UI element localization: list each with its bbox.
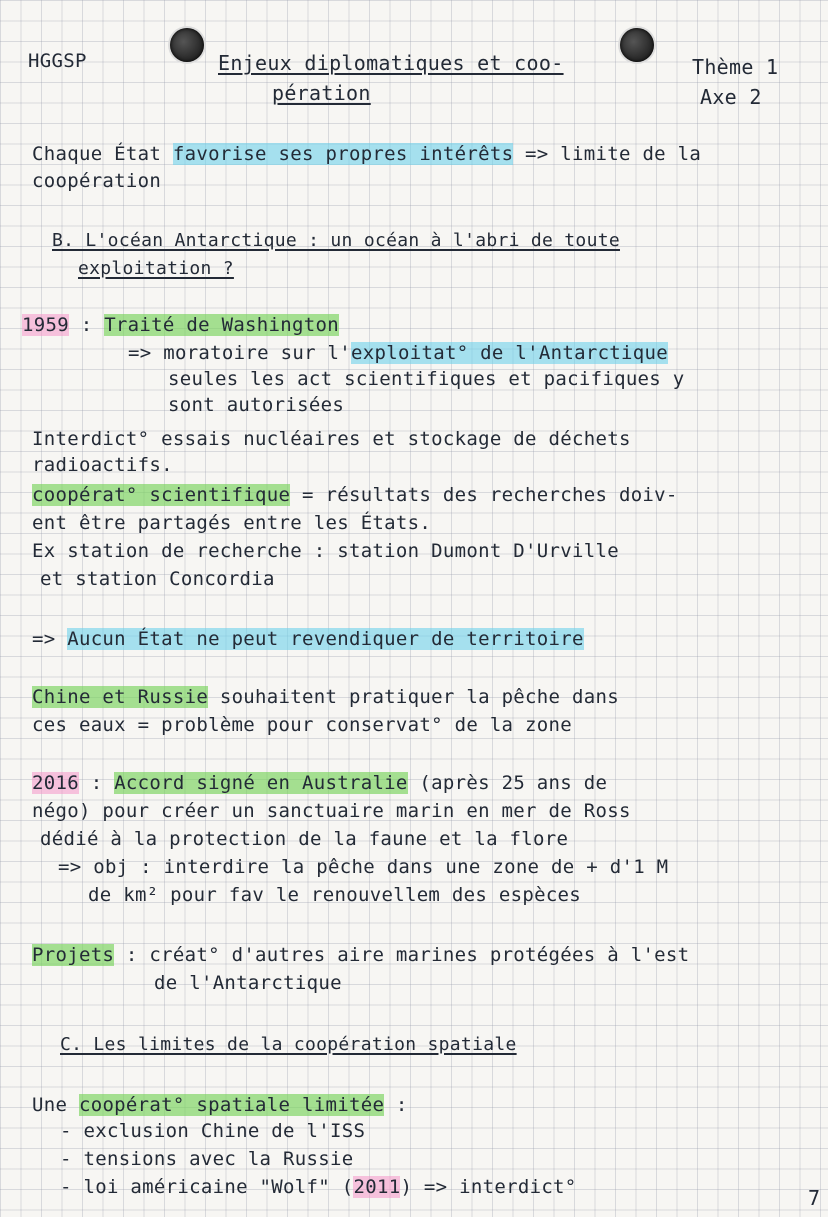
binder-hole-left [170,28,204,62]
fishing-line2: ces eaux = problème pour conservat° de la zone [32,714,572,736]
claim-arrow: => [32,628,68,650]
space-line1 [32,1094,408,1116]
space-l1b: : [384,1094,408,1116]
fishing-rest: souhaitent pratiquer la pêche dans [208,686,619,708]
fishing-line1 [32,686,619,708]
treaty-line8: ent être partagés entre les États. [32,512,432,534]
coop-scientifique-highlight: coopérat° scientifique [32,484,291,506]
list-item: - exclusion Chine de l'ISS [60,1120,366,1142]
accord-rest: (après 25 ans de [407,772,608,794]
subject-label: HGGSP [28,50,87,72]
accord-line3: dédié à la protection de la faune et la flore [40,828,569,850]
wolf-year: 2011 [353,1176,401,1198]
treaty-line3: seules les act scientifiques et pacifiques y [168,368,685,390]
accord-sep: : [78,772,115,794]
space-line4 [60,1176,577,1198]
claim-line [32,628,584,650]
page-title-line1: Enjeux diplomatiques et coo- [218,51,564,75]
space-highlight: coopérat° spatiale limitée [78,1094,385,1116]
treaty-line7 [32,484,678,506]
treaty-line10: et station Concordia [40,568,275,590]
intro-line1 [32,143,701,165]
treaty-coop-rest: = résultats des recherches doiv- [290,484,678,506]
section-b-title-line1: B. L'océan Antarctique : un océan à l'abri de toute [52,230,620,251]
projects-highlight: Projets [32,944,115,966]
accord-line1 [32,772,607,794]
projects-line1 [32,944,689,966]
treaty-year: 1959 [22,314,69,336]
treaty-line1 [22,314,339,336]
treaty-line6: radioactifs. [32,454,173,476]
page-title-line2: pération [272,81,371,105]
page-number: 7 [807,1186,820,1210]
treaty-line5: Interdict° essais nucléaires et stockage de déchets [32,428,631,450]
intro-highlight: favorise ses propres intérêts [172,143,514,165]
treaty-line9: Ex station de recherche : station Dumont D'Urville [32,540,619,562]
claim-highlight: Aucun État ne peut revendiquer de territoire [67,628,584,650]
section-c-title: C. Les limites de la coopération spatiale [60,1034,517,1055]
treaty-line2 [128,342,668,364]
projects-rest: : créat° d'autres aire marines protégées à l'est [114,944,690,966]
theme-label: Thème 1 [692,55,779,79]
space-l4a: - loi américaine "Wolf" ( [60,1176,354,1198]
binder-hole-right [620,28,654,62]
accord-line4: => obj : interdire la pêche dans une zone de + d'1 M [58,856,669,878]
treaty-l2a: => moratoire sur l' [128,342,352,364]
accord-line5: de km² pour fav le renouvellem des espèces [88,884,582,906]
intro-part2: => limite de la [513,143,702,165]
treaty-l2-highlight: exploitat° de l'Antarctique [351,342,668,364]
fishing-highlight: Chine et Russie [32,686,209,708]
accord-line2: négo) pour créer un sanctuaire marin en mer de Ross [32,800,631,822]
intro-part1: Chaque État [32,143,173,165]
intro-line2: coopération [32,170,162,192]
space-l1a: Une [32,1094,79,1116]
accord-year: 2016 [32,772,79,794]
space-l4b: ) => interdict° [400,1176,577,1198]
projects-line2: de l'Antarctique [154,972,342,994]
treaty-sep: : [68,314,105,336]
treaty-line4: sont autorisées [168,394,345,416]
accord-highlight: Accord signé en Australie [114,772,408,794]
axe-label: Axe 2 [700,85,762,109]
list-item: - tensions avec la Russie [60,1148,354,1170]
section-b-title-line2: exploitation ? [78,258,234,279]
treaty-name: Traité de Washington [104,314,339,336]
